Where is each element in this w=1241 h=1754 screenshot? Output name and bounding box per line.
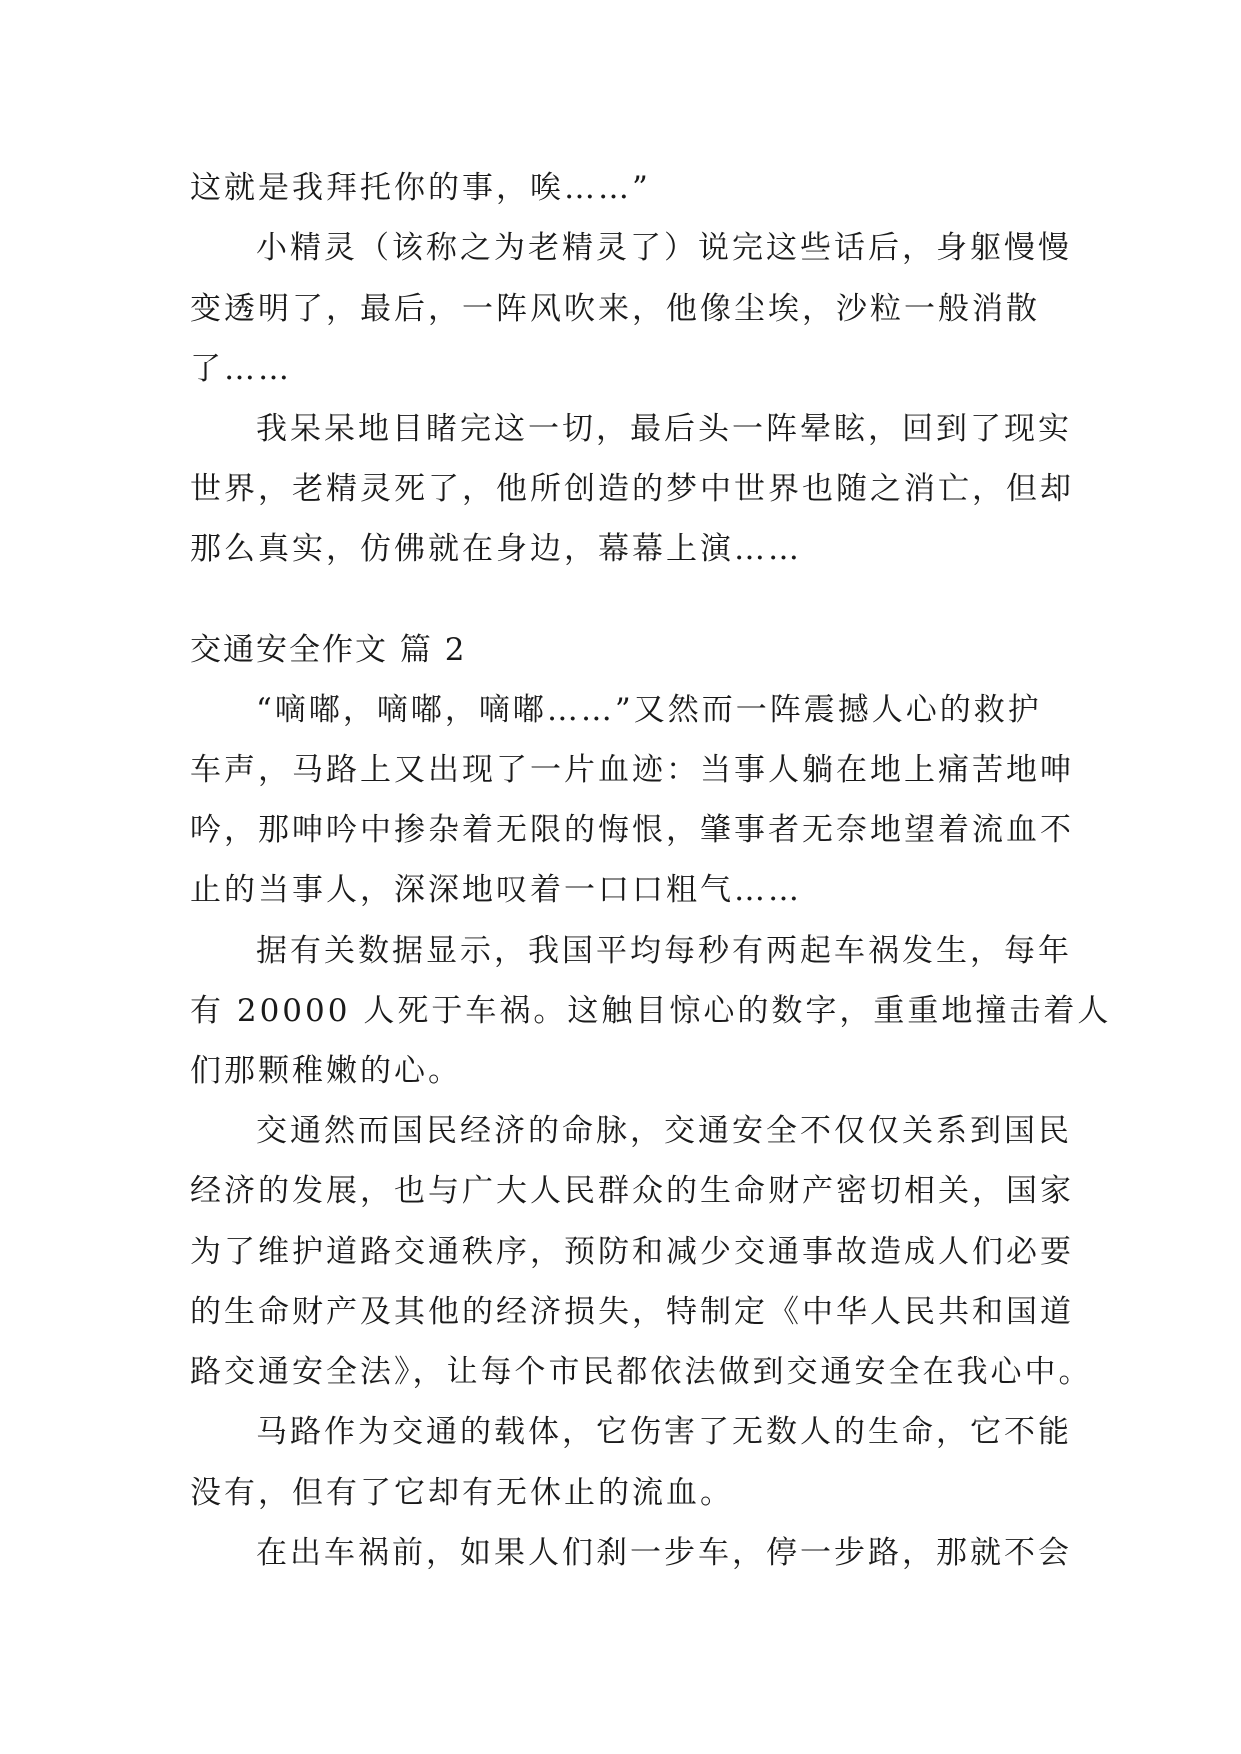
text-line: 的生命财产及其他的经济损失，特制定《中华人民共和国道 (190, 1294, 1074, 1330)
text-line: 没有，但有了它却有无休止的流血。 (190, 1475, 734, 1511)
text-line: 了…… (190, 351, 292, 387)
text-line: 吟，那呻吟中掺杂着无限的悔恨，肇事者无奈地望着流血不 (190, 812, 1074, 848)
text-line: 世界，老精灵死了，他所创造的梦中世界也随之消亡，但却 (190, 471, 1074, 507)
text-line: 交通然而国民经济的命脉，交通安全不仅仅关系到国民 (256, 1113, 1072, 1149)
text-line: 马路作为交通的载体，它伤害了无数人的生命，它不能 (256, 1414, 1072, 1450)
text-line: 我呆呆地目睹完这一切，最后头一阵晕眩，回到了现实 (256, 411, 1072, 447)
text-line: 车声，马路上又出现了一片血迹：当事人躺在地上痛苦地呻 (190, 752, 1074, 788)
text-line: 有 20000 人死于车祸。这触目惊心的数字，重重地撞击着人 (190, 993, 1112, 1029)
text-line: 为了维护道路交通秩序，预防和减少交通事故造成人们必要 (190, 1234, 1074, 1270)
text-line: 这就是我拜托你的事，唉……” (190, 170, 651, 206)
text-line: 在出车祸前，如果人们刹一步车，停一步路，那就不会 (256, 1535, 1072, 1571)
text-line: 小精灵（该称之为老精灵了）说完这些话后，身躯慢慢 (256, 230, 1072, 266)
text-line: “嘀嘟，嘀嘟，嘀嘟……”又然而一阵震撼人心的救护 (256, 692, 1042, 728)
text-line: 路交通安全法》，让每个市民都依法做到交通安全在我心中。 (190, 1354, 1093, 1390)
text-line: 那么真实，仿佛就在身边，幕幕上演…… (190, 531, 802, 567)
text-line: 们那颗稚嫩的心。 (190, 1053, 462, 1089)
text-line: 据有关数据显示，我国平均每秒有两起车祸发生，每年 (256, 933, 1072, 969)
text-line: 经济的发展，也与广大人民群众的生命财产密切相关，国家 (190, 1173, 1074, 1209)
text-line: 变透明了，最后，一阵风吹来，他像尘埃，沙粒一般消散 (190, 291, 1040, 327)
text-line: 止的当事人，深深地叹着一口口粗气…… (190, 872, 802, 908)
section-heading: 交通安全作文 篇 2 (190, 632, 467, 668)
